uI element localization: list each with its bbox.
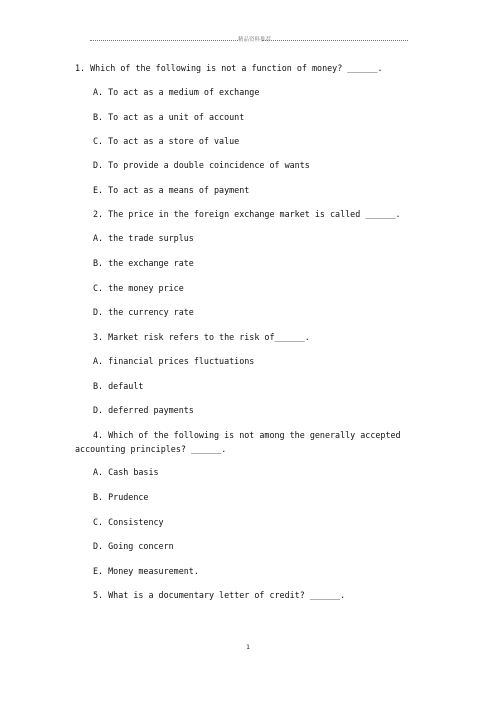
question-1-option-c: C. To act as a store of value — [93, 136, 240, 146]
question-1-option-d: D. To provide a double coincidence of wants — [93, 160, 310, 170]
page-number: 1 — [246, 643, 250, 651]
question-4-option-a: A. Cash basis — [93, 467, 159, 477]
question-2: 2. The price in the foreign exchange market is called ______. — [93, 209, 401, 219]
page-header — [90, 33, 408, 47]
question-2-option-d: D. the currency rate — [93, 307, 194, 317]
question-1: 1. Which of the following is not a function of money? ______. — [75, 63, 383, 73]
question-2-option-b: B. the exchange rate — [93, 258, 194, 268]
question-3-option-a: A. financial prices fluctuations — [93, 356, 255, 366]
header-dotted-rule-right — [262, 40, 408, 41]
header-dotted-rule-left — [90, 40, 238, 41]
question-3: 3. Market risk refers to the risk of______. — [93, 332, 310, 342]
question-4-option-d: D. Going concern — [93, 541, 174, 551]
question-5: 5. What is a documentary letter of credit? ______. — [93, 590, 346, 600]
question-4-option-c: C. Consistency — [93, 517, 164, 527]
question-3-option-b: B. default — [93, 381, 144, 391]
question-3-option-d: D. deferred payments — [93, 405, 194, 415]
header-title: 精品资料推荐 — [238, 37, 272, 43]
question-4-option-e: E. Money measurement. — [93, 566, 199, 576]
question-2-option-c: C. the money price — [93, 283, 184, 293]
question-2-option-a: A. the trade surplus — [93, 233, 194, 243]
question-1-option-e: E. To act as a means of payment — [93, 185, 250, 195]
question-1-option-a: A. To act as a medium of exchange — [93, 87, 260, 97]
question-4-line-1: 4. Which of the following is not among the generally accepted — [93, 430, 401, 440]
question-4-option-b: B. Prudence — [93, 492, 149, 502]
question-1-option-b: B. To act as a unit of account — [93, 112, 245, 122]
question-4-line-2: accounting principles? ______. — [75, 444, 227, 454]
